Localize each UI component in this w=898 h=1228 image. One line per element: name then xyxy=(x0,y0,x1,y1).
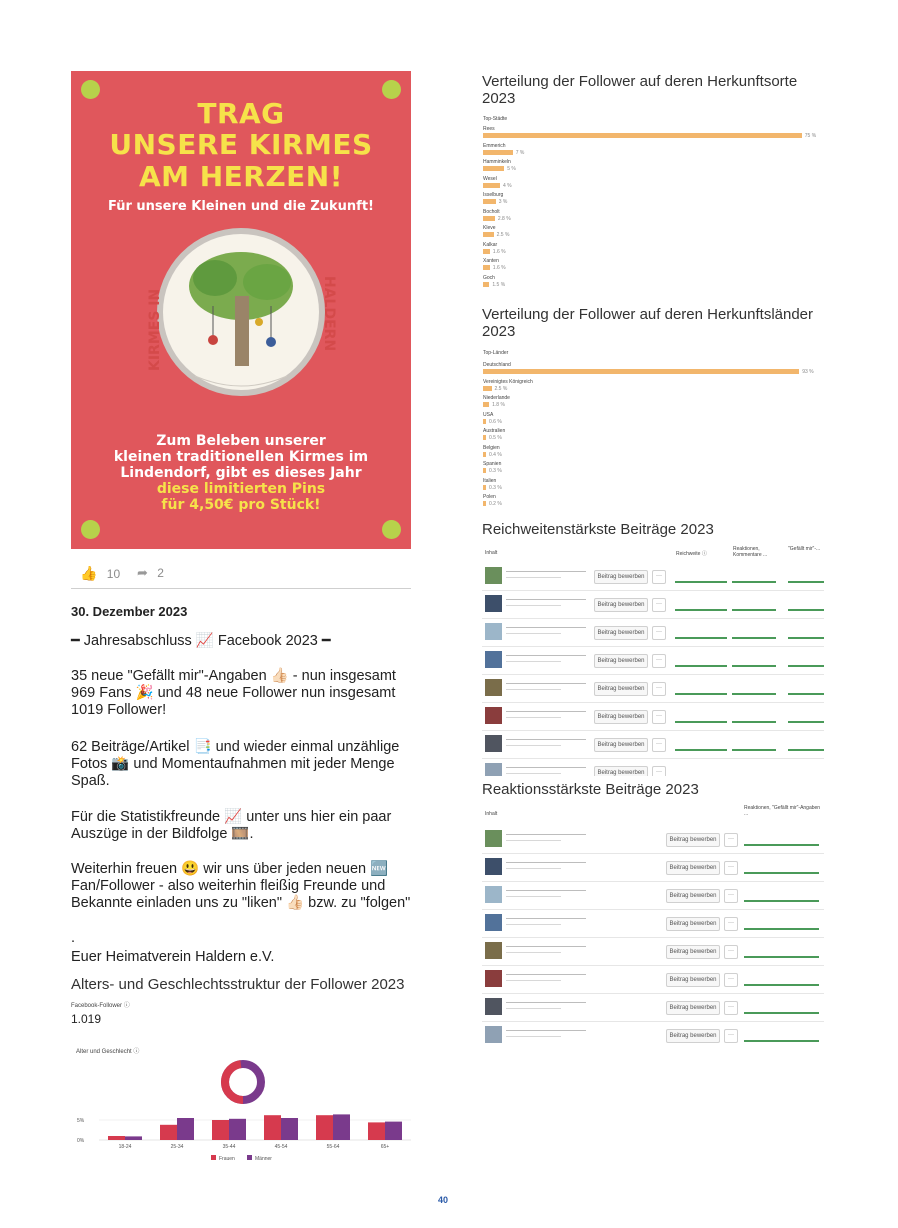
bar-value-label: 7 % xyxy=(515,149,525,156)
post-dot: . xyxy=(71,930,76,946)
metric-bar xyxy=(744,1012,819,1014)
post-meta-placeholder xyxy=(506,1036,561,1037)
post-signature: Euer Heimatverein Haldern e.V. xyxy=(71,949,275,965)
boost-post-button[interactable]: Beitrag bewerben xyxy=(594,738,648,752)
bar-category-label: Niederlande xyxy=(483,395,510,401)
bar-category-label: Hamminkeln xyxy=(483,159,511,165)
post-meta-placeholder xyxy=(506,773,561,774)
follower-count: 1.019 xyxy=(71,1012,102,1026)
post-meta-placeholder xyxy=(506,717,561,718)
table-row[interactable] xyxy=(482,909,824,938)
bar-frauen xyxy=(368,1122,385,1140)
bar-category-label: USA xyxy=(483,411,494,418)
bar xyxy=(483,369,799,374)
poster-dot xyxy=(382,80,401,99)
bar-frauen xyxy=(212,1120,229,1140)
x-tick-label: 65+ xyxy=(380,1144,390,1150)
post-thumbnail xyxy=(485,763,502,776)
bar-value-label: 5 % xyxy=(507,166,516,172)
table-row[interactable] xyxy=(482,965,824,994)
poster-title-2: UNSERE KIRMES xyxy=(109,128,373,161)
post-thumbnail xyxy=(485,886,502,903)
post-text-placeholder xyxy=(506,1030,586,1031)
legend-label: Frauen xyxy=(219,1156,235,1162)
metric-bar xyxy=(788,609,824,611)
table-row[interactable] xyxy=(482,702,824,731)
countries-chart xyxy=(483,362,823,512)
post-paragraph-4: Weiterhin freuen 😃 wir uns über jeden neuen 🆕 Fan/Follower - also weiterhin fleißig Freunde und Bekannte einladen uns zu "liken" 👍🏻 bzw. zu "folgen" xyxy=(71,861,411,911)
more-options-button[interactable]: ··· xyxy=(724,833,738,847)
table-row[interactable] xyxy=(482,825,824,854)
more-options-button[interactable]: ··· xyxy=(724,861,738,875)
more-options-button[interactable]: ··· xyxy=(652,626,666,640)
metric-bar xyxy=(675,637,727,639)
bar xyxy=(483,282,489,287)
metric-bar xyxy=(732,609,776,611)
table-row[interactable] xyxy=(482,674,824,703)
poster-image xyxy=(71,71,411,549)
post-text-placeholder xyxy=(506,1002,586,1003)
bar-category-label: Bocholt xyxy=(483,208,500,215)
col-post: Inhalt xyxy=(485,550,498,556)
post-thumbnail xyxy=(485,707,502,724)
poster-dot xyxy=(382,520,401,539)
countries-title: Verteilung der Follower auf deren Herkunftsländer 2023 xyxy=(482,306,814,340)
post-text-placeholder xyxy=(506,655,586,656)
post-thumbnail xyxy=(485,623,502,640)
boost-post-button[interactable]: Beitrag bewerben xyxy=(666,917,720,931)
metric-bar xyxy=(675,609,727,611)
countries-label: Top-Länder xyxy=(483,350,509,356)
bar-männer xyxy=(125,1136,142,1140)
post-thumbnail xyxy=(485,595,502,612)
poster-highlight-2: für 4,50€ pro Stück! xyxy=(161,497,321,513)
y-tick-label: 0% xyxy=(77,1138,85,1144)
post-text-placeholder xyxy=(506,974,586,975)
more-options-button[interactable]: ··· xyxy=(724,1001,738,1015)
post-thumbnail xyxy=(485,567,502,584)
col-likes[interactable]: "Gefällt mir"-... xyxy=(788,546,821,552)
table-row[interactable] xyxy=(482,730,824,759)
table-row[interactable] xyxy=(482,590,824,619)
more-options-button[interactable]: ··· xyxy=(724,917,738,931)
metric-bar xyxy=(675,721,727,723)
poster-highlight-1: diese limitierten Pins xyxy=(156,481,326,497)
col-reach[interactable]: Reichweite ⓘ xyxy=(676,551,707,557)
bar-category-label: Rees xyxy=(483,126,495,132)
post-text-placeholder xyxy=(506,683,586,684)
metric-bar xyxy=(744,1040,819,1042)
post-meta-placeholder xyxy=(506,868,561,869)
boost-post-button[interactable]: Beitrag bewerben xyxy=(594,766,648,776)
metric-bar xyxy=(744,900,819,902)
metric-bar xyxy=(744,872,819,874)
poster-subtitle: Für unsere Kleinen und die Zukunft! xyxy=(108,199,374,214)
table-row[interactable] xyxy=(482,881,824,910)
bar-value-label: 3 % xyxy=(498,199,508,205)
bar xyxy=(483,386,492,391)
metric-bar xyxy=(675,665,727,667)
col-reactions[interactable]: Reaktionen, "Gefällt mir"-Angaben ... xyxy=(744,805,821,817)
bar-frauen xyxy=(160,1125,177,1140)
poster-title-3: AM HERZEN! xyxy=(138,160,344,193)
boost-post-button[interactable]: Beitrag bewerben xyxy=(666,861,720,875)
x-tick-label: 25-34 xyxy=(170,1144,184,1150)
post-text-placeholder xyxy=(506,834,586,835)
share-arrow-icon: ➦ xyxy=(137,565,148,580)
bar-category-label: Kleve xyxy=(483,225,496,231)
table-row[interactable] xyxy=(482,618,824,647)
reactions-table xyxy=(482,803,824,1043)
bar-category-label: Spanien xyxy=(483,461,502,467)
post-meta-placeholder xyxy=(506,689,561,690)
bar-category-label: Emmerich xyxy=(483,142,506,149)
cities-label: Top-Städte xyxy=(483,116,508,122)
follower-label: Facebook-Follower ⓘ xyxy=(71,1003,130,1009)
post-meta-placeholder xyxy=(506,980,561,981)
post-meta-placeholder xyxy=(506,952,561,953)
bar-category-label: Australien xyxy=(483,428,506,434)
bar-category-label: Goch xyxy=(483,274,495,281)
bar-category-label: Vereinigtes Königreich xyxy=(483,378,533,385)
boost-post-button[interactable]: Beitrag bewerben xyxy=(666,833,720,847)
more-options-button[interactable]: ··· xyxy=(652,654,666,668)
bar xyxy=(483,485,486,490)
table-row[interactable] xyxy=(482,758,824,776)
metric-bar xyxy=(788,581,824,583)
bar-frauen xyxy=(264,1115,281,1140)
post-text-placeholder xyxy=(506,599,586,600)
metric-bar xyxy=(732,637,776,639)
bar-value-label: 2.5 % xyxy=(496,232,510,238)
bar-männer xyxy=(333,1114,350,1140)
bar-category-label: Kalkar xyxy=(483,241,498,248)
bar-category-label: Wesel xyxy=(483,175,497,182)
metric-bar xyxy=(732,581,776,583)
bar xyxy=(483,402,489,407)
post-text-placeholder xyxy=(506,767,586,768)
cities-chart xyxy=(483,126,823,296)
bar-value-label: 2.8 % xyxy=(497,215,511,222)
table-row[interactable] xyxy=(482,646,824,675)
divider xyxy=(71,588,411,589)
more-options-button[interactable]: ··· xyxy=(652,766,666,776)
post-thumbnail xyxy=(485,970,502,987)
metric-bar xyxy=(788,749,824,751)
boost-post-button[interactable]: Beitrag bewerben xyxy=(594,682,648,696)
post-text-placeholder xyxy=(506,571,586,572)
poster-title-1: TRAG xyxy=(197,97,285,130)
post-thumbnail xyxy=(485,942,502,959)
post-text-placeholder xyxy=(506,946,586,947)
thumbs-up-icon: 👍 xyxy=(80,565,98,581)
metric-bar xyxy=(732,693,776,695)
bar-frauen xyxy=(108,1136,125,1140)
metric-bar xyxy=(744,844,819,846)
poster-body-2: kleinen traditionellen Kirmes im xyxy=(113,449,369,465)
share-count: 2 xyxy=(157,566,164,580)
post-thumbnail xyxy=(485,651,502,668)
table-row[interactable] xyxy=(482,993,824,1022)
bar xyxy=(483,419,486,424)
metric-bar xyxy=(675,749,727,751)
post-thumbnail xyxy=(485,914,502,931)
bar xyxy=(483,166,504,171)
more-options-button[interactable]: ··· xyxy=(724,945,738,959)
y-tick-label: 5% xyxy=(77,1118,85,1124)
bar-value-label: 0.5 % xyxy=(489,435,502,441)
bar-männer xyxy=(281,1118,298,1140)
bar-value-label: 0.2 % xyxy=(489,501,502,507)
bar-value-label: 1.8 % xyxy=(492,402,505,408)
bar-value-label: 0.4 % xyxy=(489,451,502,458)
post-thumbnail xyxy=(485,830,502,847)
legend-label: Männer xyxy=(255,1156,272,1162)
bar-category-label: Italien xyxy=(483,477,497,484)
bar xyxy=(483,150,513,155)
x-tick-label: 35-44 xyxy=(222,1144,236,1150)
poster-body-3: Lindendorf, gibt es dieses Jahr xyxy=(120,465,362,481)
boost-post-button[interactable]: Beitrag bewerben xyxy=(666,1001,720,1015)
poster-dot xyxy=(81,80,100,99)
bar-value-label: 1.5 % xyxy=(492,281,506,288)
metric-bar xyxy=(744,984,819,986)
bar-value-label: 4 % xyxy=(503,182,512,189)
bar xyxy=(483,232,494,237)
boost-post-button[interactable]: Beitrag bewerben xyxy=(666,889,720,903)
bar xyxy=(483,265,490,270)
metric-bar xyxy=(732,665,776,667)
legend-swatch xyxy=(247,1155,252,1160)
post-thumbnail xyxy=(485,679,502,696)
bar-category-label: Isselburg xyxy=(483,192,504,198)
post-thumbnail xyxy=(485,998,502,1015)
more-options-button[interactable]: ··· xyxy=(652,570,666,584)
bar-männer xyxy=(385,1122,402,1140)
table-row[interactable] xyxy=(482,853,824,882)
bar-value-label: 0.6 % xyxy=(489,418,502,425)
more-options-button[interactable]: ··· xyxy=(724,1029,738,1043)
bar-category-label: Polen xyxy=(483,494,496,500)
post-meta-placeholder xyxy=(506,745,561,746)
post-thumbnail xyxy=(485,735,502,752)
post-text-placeholder xyxy=(506,627,586,628)
bar xyxy=(483,468,486,473)
metric-bar xyxy=(744,928,819,930)
boost-post-button[interactable]: Beitrag bewerben xyxy=(666,1029,720,1043)
bar xyxy=(483,452,486,457)
bar xyxy=(483,199,496,204)
badge-text-right: HALDERN xyxy=(321,276,337,352)
metric-bar xyxy=(788,637,824,639)
more-options-button[interactable]: ··· xyxy=(724,973,738,987)
bar-frauen xyxy=(316,1115,333,1140)
metric-bar xyxy=(788,665,824,667)
post-text-placeholder xyxy=(506,739,586,740)
bar-value-label: 0.3 % xyxy=(489,468,502,474)
table-row[interactable] xyxy=(482,562,824,591)
more-options-button[interactable]: ··· xyxy=(652,682,666,696)
post-paragraph-3: Für die Statistikfreunde 📈 unter uns hier ein paar Auszüge in der Bildfolge 🎞️. xyxy=(71,809,392,842)
bar-männer xyxy=(177,1118,194,1140)
boost-post-button[interactable]: Beitrag bewerben xyxy=(594,570,648,584)
bar-category-label: Xanten xyxy=(483,258,499,264)
bar-männer xyxy=(229,1119,246,1140)
share-count-group[interactable] xyxy=(137,565,164,581)
poster-body-1: Zum Beleben unserer xyxy=(156,433,326,449)
bar-value-label: 1.6 % xyxy=(492,265,506,271)
boost-post-button[interactable]: Beitrag bewerben xyxy=(594,654,648,668)
post-thumbnail xyxy=(485,1026,502,1043)
bar-category-label: Belgien xyxy=(483,444,500,451)
post-paragraph-2: 62 Beiträge/Artikel 📑 und wieder einmal unzählige Fotos 📸 und Momentaufnahmen mit jeder Menge Spaß. xyxy=(71,739,400,789)
post-thumbnail xyxy=(485,858,502,875)
post-text-placeholder xyxy=(506,711,586,712)
poster-dot xyxy=(81,520,100,539)
boost-post-button[interactable]: Beitrag bewerben xyxy=(594,598,648,612)
post-text-placeholder xyxy=(506,918,586,919)
bar xyxy=(483,435,486,440)
legend-swatch xyxy=(211,1155,216,1160)
more-options-button[interactable]: ··· xyxy=(652,710,666,724)
like-count: 10 xyxy=(106,567,121,581)
post-text-placeholder xyxy=(506,862,586,863)
post-meta-placeholder xyxy=(506,577,561,578)
metric-bar xyxy=(788,693,824,695)
page-number: 40 xyxy=(438,1195,449,1205)
reactions-title: Reaktionsstärkste Beiträge 2023 xyxy=(482,781,699,798)
post-meta-placeholder xyxy=(506,840,561,841)
post-heading: ━ Jahresabschluss 📈 Facebook 2023 ━ xyxy=(71,633,331,649)
bar-value-label: 93 % xyxy=(802,369,814,375)
post-text-placeholder xyxy=(506,890,586,891)
post-meta-placeholder xyxy=(506,896,561,897)
more-options-button[interactable]: ··· xyxy=(724,889,738,903)
x-tick-label: 55-64 xyxy=(326,1144,340,1150)
post-meta-placeholder xyxy=(506,633,561,634)
age-chart-caption: Alter und Geschlecht ⓘ xyxy=(76,1049,140,1055)
post-meta-placeholder xyxy=(506,1008,561,1009)
col-post: Inhalt xyxy=(485,811,498,817)
post-paragraph-1: 35 neue "Gefällt mir"-Angaben 👍🏻 - nun insgesamt 969 Fans 🎉 und 48 neue Follower nun insgesamt 1019 Follower! xyxy=(71,668,396,718)
bar xyxy=(483,501,486,506)
like-count-group[interactable] xyxy=(80,565,120,582)
metric-bar xyxy=(744,956,819,958)
x-tick-label: 18-24 xyxy=(118,1144,132,1150)
age-gender-chart xyxy=(71,1055,416,1175)
table-row[interactable] xyxy=(482,937,824,966)
bar-category-label: Deutschland xyxy=(483,362,511,368)
bar-value-label: 75 % xyxy=(804,133,817,139)
bar xyxy=(483,183,500,188)
metric-bar xyxy=(788,721,824,723)
bar-value-label: 0.3 % xyxy=(489,484,502,491)
more-options-button[interactable]: ··· xyxy=(652,598,666,612)
col-reactions[interactable]: Reaktionen, Kommentare ... xyxy=(733,546,768,558)
metric-bar xyxy=(675,693,727,695)
bar xyxy=(483,133,802,138)
boost-post-button[interactable]: Beitrag bewerben xyxy=(666,945,720,959)
post-date: 30. Dezember 2023 xyxy=(71,604,188,619)
post-meta-placeholder xyxy=(506,661,561,662)
bar-value-label: 2.5 % xyxy=(494,385,508,392)
kirmes-pin-badge xyxy=(155,226,327,398)
metric-bar xyxy=(732,749,776,751)
metric-bar xyxy=(675,581,727,583)
post-meta-placeholder xyxy=(506,605,561,606)
x-tick-label: 45-54 xyxy=(274,1144,288,1150)
bar xyxy=(483,216,495,221)
reach-title: Reichweitenstärkste Beiträge 2023 xyxy=(482,521,714,538)
cities-title: Verteilung der Follower auf deren Herkunftsorte 2023 xyxy=(482,73,798,107)
age-gender-title: Alters- und Geschlechtsstruktur der Follower 2023 xyxy=(71,976,405,993)
bar xyxy=(483,249,490,254)
table-row[interactable] xyxy=(482,1021,824,1043)
boost-post-button[interactable]: Beitrag bewerben xyxy=(594,626,648,640)
metric-bar xyxy=(732,721,776,723)
boost-post-button[interactable]: Beitrag bewerben xyxy=(666,973,720,987)
reach-table xyxy=(482,544,824,776)
boost-post-button[interactable]: Beitrag bewerben xyxy=(594,710,648,724)
post-meta-placeholder xyxy=(506,924,561,925)
bar-value-label: 1.6 % xyxy=(492,248,506,255)
badge-text-left: KIRMES IN xyxy=(147,288,163,371)
more-options-button[interactable]: ··· xyxy=(652,738,666,752)
